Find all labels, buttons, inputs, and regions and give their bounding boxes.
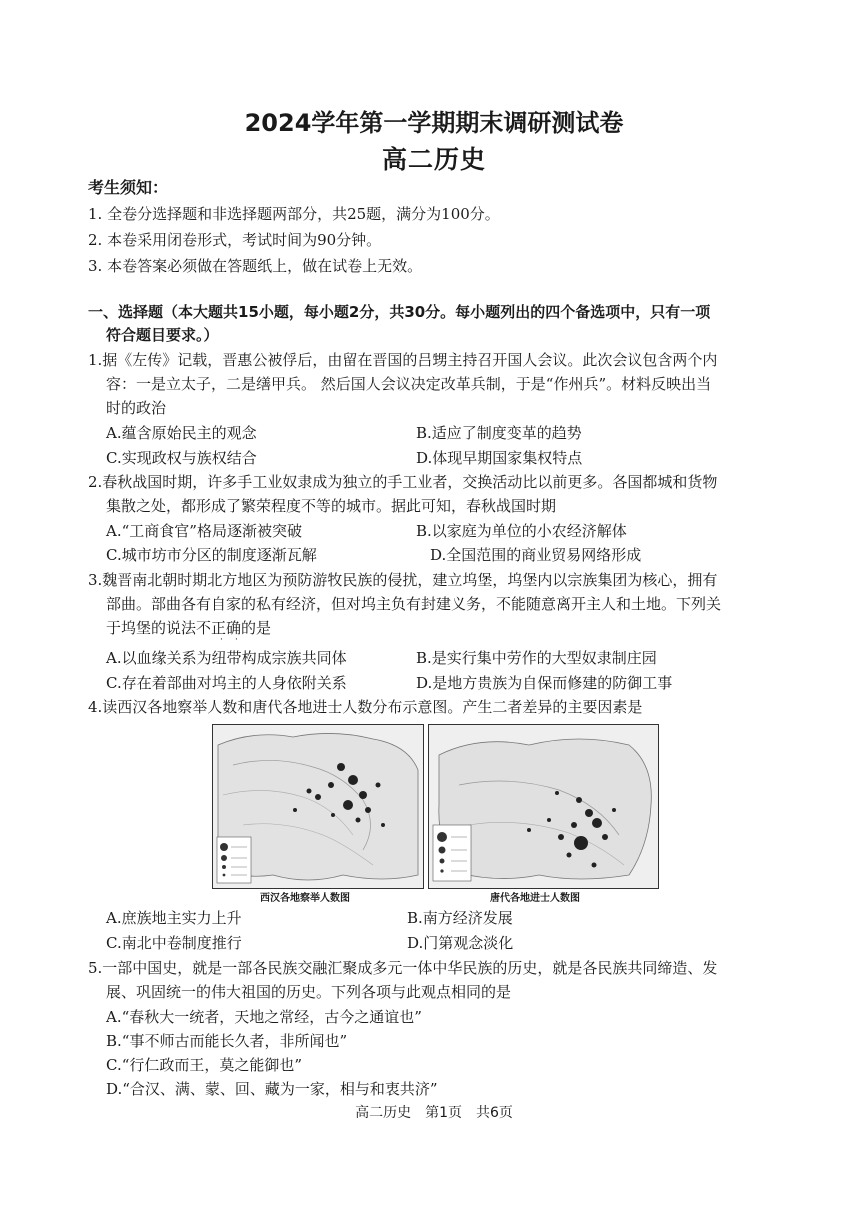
- question-1-text: 容：一是立太子，二是缮甲兵。 然后国人会议决定改革兵制，于是“作州兵”。材料反映出当: [106, 375, 712, 393]
- exam-subject: 高二历史: [381, 145, 486, 174]
- question-4-option-a: A.庶族地主实力上升: [106, 909, 242, 927]
- question-1-option-b: B.适应了制度变革的趋势: [416, 424, 582, 442]
- question-5-text: 5.一部中国史，就是一部各民族交融汇聚成多元一体中华民族的历史，就是各民族共同缔造、发: [88, 959, 718, 977]
- question-3-text: 3.魏晋南北朝时期北方地区为预防游牧民族的侵扰，建立坞堡，坞堡内以宗族集团为核心，拥有: [88, 571, 718, 589]
- question-1-option-a: A.蕴含原始民主的观念: [106, 424, 257, 442]
- question-3-text: 部曲。部曲各有自家的私有经济，但对坞主负有封建义务，不能随意离开主人和土地。下列关: [106, 595, 722, 613]
- question-3-option-c: C.存在着部曲对坞主的人身依附关系: [106, 674, 347, 692]
- notice-item: 1. 全卷分选择题和非选择题两部分，共25题，满分为100分。: [88, 205, 500, 223]
- western-han-map: [212, 724, 424, 889]
- question-3-option-a: A.以血缘关系为纽带构成宗族共同体: [106, 649, 347, 667]
- question-5-text: 展、巩固统一的伟大祖国的历史。下列各项与此观点相同的是: [106, 983, 512, 1001]
- question-2-text: 集散之处，都形成了繁荣程度不等的城市。据此可知，春秋战国时期: [106, 497, 557, 515]
- question-4-option-c: C.南北中卷制度推行: [106, 934, 242, 952]
- notice-item: 3. 本卷答案必须做在答题纸上，做在试卷上无效。: [88, 257, 423, 275]
- question-2-option-b: B.以家庭为单位的小农经济解体: [416, 522, 627, 540]
- question-2-text: 2.春秋战国时期，许多手工业奴隶成为独立的手工业者，交换活动比以前更多。各国都城和货物: [88, 473, 718, 491]
- question-5-option-d: D.“合汉、满、蒙、回、藏为一家，相与和衷共济”: [106, 1080, 438, 1098]
- page-footer: 高二历史 第1页 共6页: [355, 1105, 513, 1121]
- notice-heading: 考生须知：: [88, 178, 169, 197]
- emphasis-dot: ·: [220, 635, 223, 645]
- question-2-option-a: A.“工商食官”格局逐渐被突破: [106, 522, 302, 540]
- question-4-text: 4.读西汉各地察举人数和唐代各地进士人数分布示意图。产生二者差异的主要因素是: [88, 698, 643, 716]
- tang-map: [428, 724, 659, 889]
- question-2-option-d: D.全国范围的商业贸易网络形成: [430, 546, 642, 564]
- question-1-option-d: D.体现早期国家集权特点: [416, 449, 583, 467]
- notice-item: 2. 本卷采用闭卷形式，考试时间为90分钟。: [88, 231, 382, 249]
- question-4-option-b: B.南方经济发展: [407, 909, 513, 927]
- section-heading: 一、选择题（本大题共15小题，每小题2分，共30分。每小题列出的四个备选项中，只有一项: [88, 303, 711, 321]
- question-2-option-c: C.城市坊市分区的制度逐渐瓦解: [106, 546, 317, 564]
- question-1-text: 1.据《左传》记载，晋惠公被俘后，由留在晋国的吕甥主持召开国人会议。此次会议包含两个内: [88, 351, 718, 369]
- question-3-option-d: D.是地方贵族为自保而修建的防御工事: [416, 674, 673, 692]
- question-5-option-a: A.“春秋大一统者，天地之常经，古今之通谊也”: [106, 1008, 422, 1026]
- question-5-option-c: C.“行仁政而王，莫之能御也”: [106, 1056, 303, 1074]
- exam-title: 2024学年第一学期期末调研测试卷: [244, 109, 624, 137]
- section-heading-cont: 符合题目要求。）: [106, 326, 219, 344]
- question-5-option-b: B.“事不师古而能长久者，非所闻也”: [106, 1032, 348, 1050]
- question-3-text: 于坞堡的说法不正确的是: [106, 619, 272, 637]
- tang-map-caption: 唐代各地进士人数图: [490, 893, 580, 904]
- emphasis-dot: ·: [235, 635, 238, 645]
- question-4-option-d: D.门第观念淡化: [407, 934, 514, 952]
- question-1-text: 时的政治: [106, 399, 167, 417]
- question-1-option-c: C.实现政权与族权结合: [106, 449, 257, 467]
- question-3-option-b: B.是实行集中劳作的大型奴隶制庄园: [416, 649, 657, 667]
- western-han-map-caption: 西汉各地察举人数图: [260, 893, 350, 904]
